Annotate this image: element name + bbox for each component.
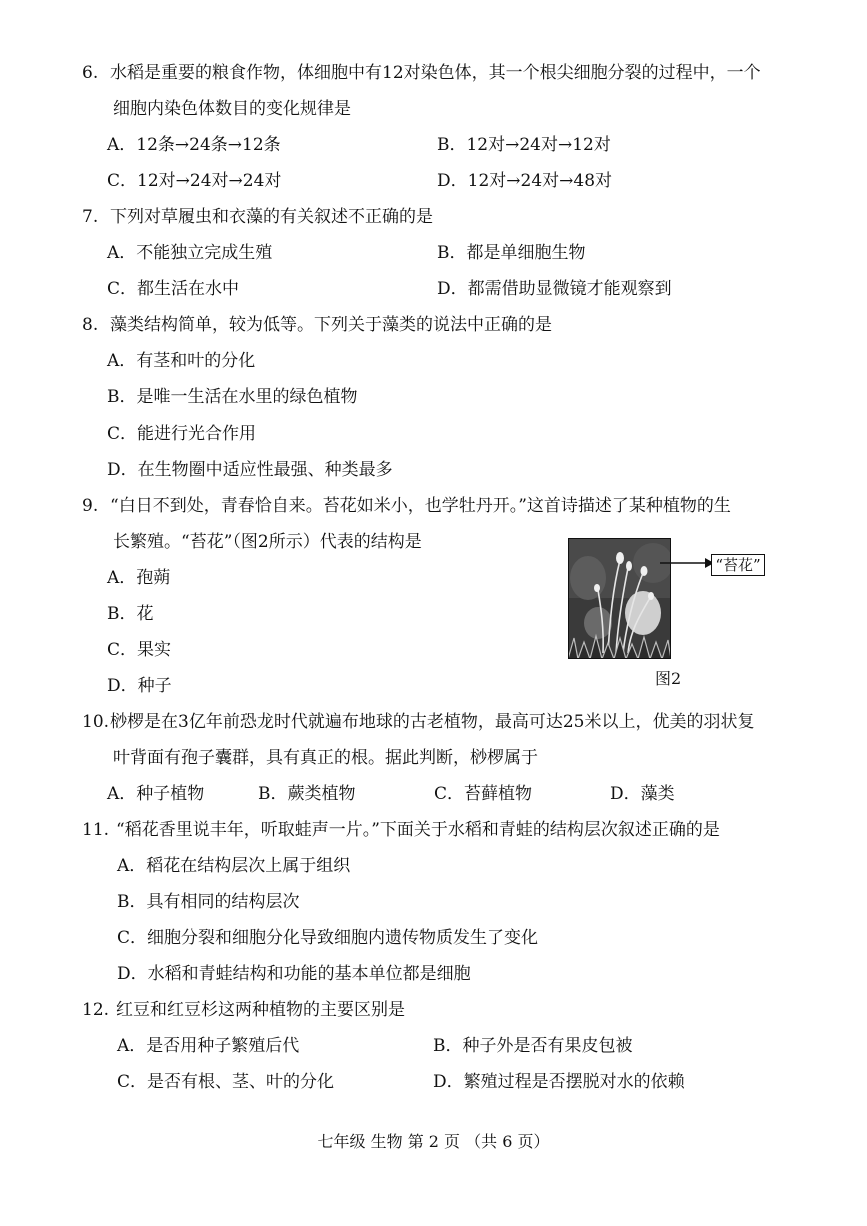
question-9-number: 9. bbox=[82, 496, 99, 516]
question-10-number: 10. bbox=[82, 712, 110, 732]
question-7-option-a: A．不能独立完成生殖 bbox=[107, 243, 273, 263]
question-9-stem-line-2: 长繁殖。“苔花”（图2所示）代表的结构是 bbox=[113, 532, 422, 552]
moss-photo bbox=[568, 538, 671, 659]
question-11-option-a: A．稻花在结构层次上属于组织 bbox=[117, 856, 351, 876]
question-9-option-c: C．果实 bbox=[107, 640, 172, 660]
question-10-stem-line-1: 10.桫椤是在3亿年前恐龙时代就遍布地球的古老植物，最高可达25米以上，优美的羽状复 bbox=[82, 712, 755, 732]
question-7-option-d: D．都需借助显微镜才能观察到 bbox=[437, 279, 672, 299]
question-10-option-b: B．蕨类植物 bbox=[258, 784, 356, 804]
question-9-stem-line-1: 9. “白日不到处，青春恰自来。苔花如米小，也学牡丹开。”这首诗描述了某种植物的生 bbox=[82, 496, 731, 516]
question-12-option-c: C．是否有根、茎、叶的分化 bbox=[117, 1072, 335, 1092]
question-6-option-a: A．12条→24条→12条 bbox=[107, 135, 281, 155]
question-8-option-b: B．是唯一生活在水里的绿色植物 bbox=[107, 387, 358, 407]
question-6-option-b: B．12对→24对→12对 bbox=[437, 135, 611, 155]
question-12-number: 12. bbox=[82, 1000, 110, 1020]
question-7-option-c: C．都生活在水中 bbox=[107, 279, 240, 299]
question-10-option-a: A．种子植物 bbox=[107, 784, 205, 804]
question-10-option-c: C．苔藓植物 bbox=[434, 784, 533, 804]
page-footer: 七年级 生物 第 2 页 （共 6 页） bbox=[317, 1132, 550, 1151]
question-9-option-b: B．花 bbox=[107, 604, 154, 624]
question-6-option-d: D．12对→24对→48对 bbox=[437, 171, 613, 191]
question-11-stem: 11. “稻花香里说丰年，听取蛙声一片。”下面关于水稻和青蛙的结构层次叙述正确的是 bbox=[82, 820, 720, 840]
question-12-option-d: D．繁殖过程是否摆脱对水的依赖 bbox=[433, 1072, 685, 1092]
question-8-option-a: A．有茎和叶的分化 bbox=[107, 351, 256, 371]
question-11-number: 11. bbox=[82, 820, 110, 840]
question-11-option-c: C．细胞分裂和细胞分化导致细胞内遗传物质发生了变化 bbox=[117, 928, 539, 948]
question-9-option-d: D．种子 bbox=[107, 676, 172, 696]
question-8-option-c: C．能进行光合作用 bbox=[107, 424, 257, 444]
question-8-number: 8. bbox=[82, 315, 99, 335]
question-8-stem: 8. 藻类结构简单，较为低等。下列关于藻类的说法中正确的是 bbox=[82, 315, 552, 335]
moss-photo-drawing bbox=[568, 538, 671, 659]
question-10-option-d: D．藻类 bbox=[610, 784, 675, 804]
moss-flower-callout-label: “苔花” bbox=[711, 554, 765, 576]
question-6-stem-line-2: 细胞内染色体数目的变化规律是 bbox=[113, 99, 351, 119]
callout-arrow-icon bbox=[660, 555, 714, 571]
question-11-option-b: B．具有相同的结构层次 bbox=[117, 892, 300, 912]
question-7-option-b: B．都是单细胞生物 bbox=[437, 243, 586, 263]
question-6-number: 6. bbox=[82, 63, 99, 83]
question-12-option-a: A．是否用种子繁殖后代 bbox=[117, 1036, 300, 1056]
question-7-stem: 7. 下列对草履虫和衣藻的有关叙述不正确的是 bbox=[82, 207, 433, 227]
question-6-stem-line-1: 6. 水稻是重要的粮食作物，体细胞中有12对染色体，其一个根尖细胞分裂的过程中，一个 bbox=[82, 63, 761, 83]
question-11-option-d: D．水稻和青蛙结构和功能的基本单位都是细胞 bbox=[117, 964, 471, 984]
question-6-option-c: C．12对→24对→24对 bbox=[107, 171, 282, 191]
question-8-option-d: D．在生物圈中适应性最强、种类最多 bbox=[107, 460, 393, 480]
question-10-stem-line-2: 叶背面有孢子囊群，具有真正的根。据此判断，桫椤属于 bbox=[113, 748, 538, 768]
question-12-option-b: B．种子外是否有果皮包被 bbox=[433, 1036, 633, 1056]
question-7-number: 7. bbox=[82, 207, 99, 227]
question-12-stem: 12. 红豆和红豆杉这两种植物的主要区别是 bbox=[82, 1000, 405, 1020]
question-9-option-a: A．孢蒴 bbox=[107, 568, 171, 588]
figure-caption: 图2 bbox=[655, 669, 682, 688]
